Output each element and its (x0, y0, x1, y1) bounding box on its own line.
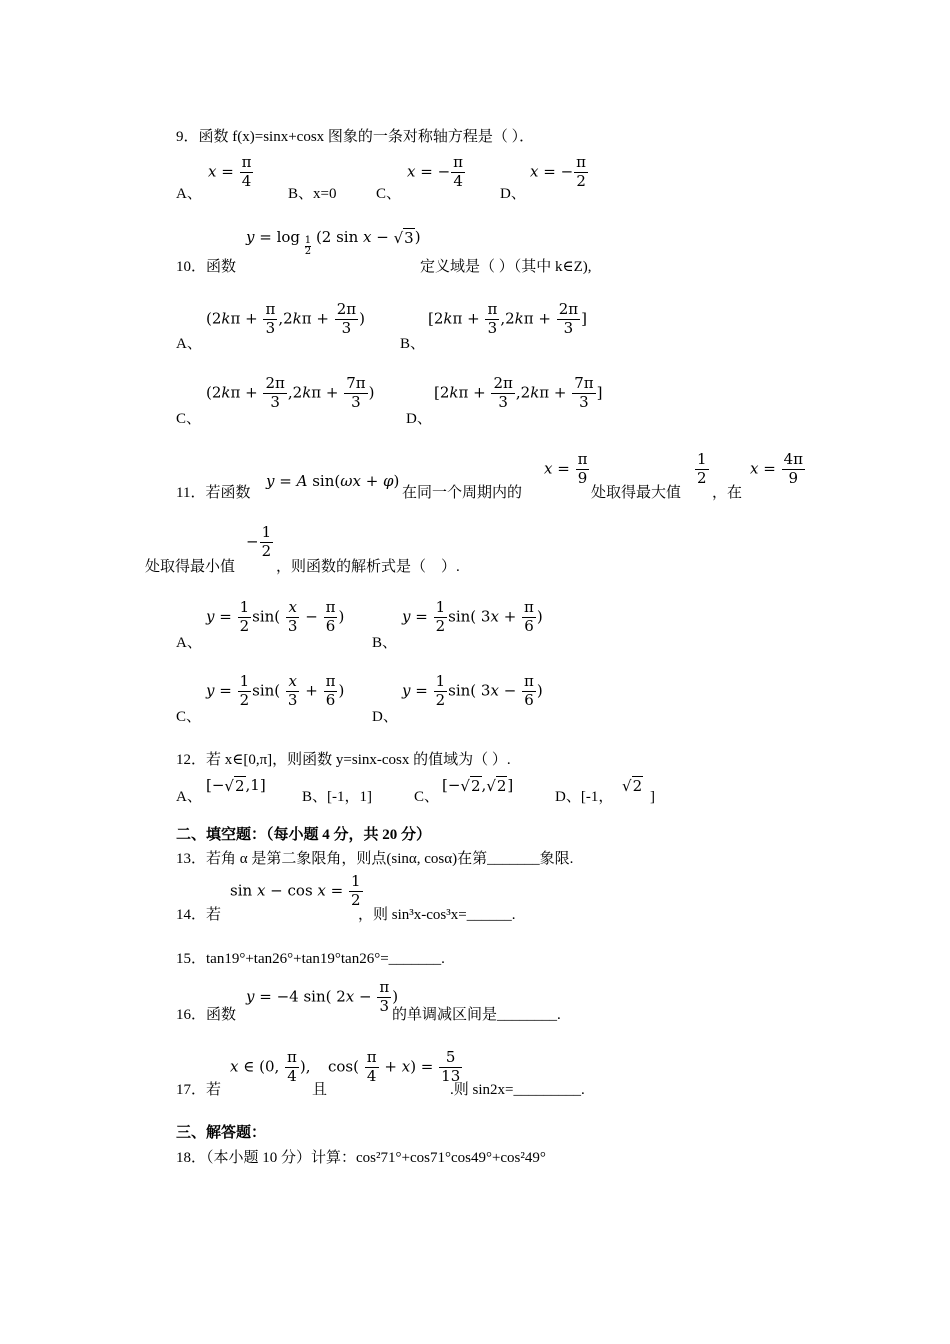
q12-option-c-label: C、 (414, 789, 440, 805)
q11-stem-mid3: ，在 (712, 485, 743, 501)
q11-option-a-label: A、 (176, 635, 202, 651)
q17-suffix: .则 sin2x=_________. (450, 1082, 585, 1098)
q12-option-d-suffix: ] (650, 789, 655, 805)
q15-stem: 15．tan19°+tan26°+tan19°tan26°=_______. (176, 951, 445, 967)
q17-formula-cos: cos( $\frac{\pi}{4}$ + x) = $\frac{5}{13}$ (328, 1048, 461, 1085)
q10-formula-d: [2kπ + $\frac{2\pi}{3}$ ,2kπ + $\frac{7\pi}{3}$ ] (434, 374, 603, 411)
q14-prefix: 14．若 (176, 907, 222, 923)
q12-option-d-prefix: D、[-1， (555, 789, 614, 805)
q11-formula-b: y = $\frac{1}{2}$ sin( 3x + $\frac{\pi}{6}$ ) (402, 598, 543, 635)
q9-stem: 9．函数 f(x)=sinx+cosx 图象的一条对称轴方程是（ ）． (176, 129, 535, 145)
q10-formula-c: (2kπ + $\frac{2\pi}{3}$ ,2kπ + $\frac{7\pi}{3}$ ) (206, 374, 375, 411)
q10-stem-prefix: 10．函数 (176, 259, 237, 275)
q10-option-b-label: B、 (400, 336, 426, 352)
q10-option-d-label: D、 (406, 411, 432, 427)
q11-option-d-label: D、 (372, 709, 398, 725)
q16-suffix: 的单调减区间是________. (392, 1007, 561, 1023)
section-fill-in-heading: 二、填空题：（每小题 4 分，共 20 分） (176, 827, 432, 843)
q9-formula-d: x = − $\frac{\pi}{2}$ (530, 153, 587, 190)
q11-function-formula: y = A sin(ωx + φ) (266, 472, 400, 490)
q17-mid: 且 (312, 1082, 328, 1098)
q11-formula-c: y = $\frac{1}{2}$ sin( $\frac{x}{3}$ + $\frac{\pi}{6}$ ) (206, 672, 345, 709)
q11-formula-max: $\frac{1}{2}$ (697, 450, 707, 487)
q11-option-b-label: B、 (372, 635, 398, 651)
q17-formula-domain: x ∈ (0, $\frac{\pi}{4}$ ), (230, 1048, 311, 1085)
section-solve-heading: 三、解答题： (176, 1125, 267, 1141)
q9-formula-a: x = $\frac{\pi}{4}$ (208, 153, 252, 190)
q11-line2-prefix: 处取得最小值 (145, 559, 236, 575)
q9-formula-c: x = − $\frac{\pi}{4}$ (407, 153, 464, 190)
q11-formula-a: y = $\frac{1}{2}$ sin( $\frac{x}{3}$ − $\frac{\pi}{6}$ ) (206, 598, 345, 635)
q9-option-a-label: A、 (176, 186, 202, 202)
q11-stem-prefix: 11．若函数 (176, 485, 251, 501)
q10-formula-b: [2kπ + $\frac{\pi}{3}$ ,2kπ + $\frac{2\pi}{3}$ ] (428, 300, 587, 337)
q10-option-a-label: A、 (176, 336, 202, 352)
q17-prefix: 17．若 (176, 1082, 222, 1098)
q11-formula-d: y = $\frac{1}{2}$ sin( 3x − $\frac{\pi}{6}$ ) (402, 672, 543, 709)
q12-option-b: B、[-1，1] (302, 789, 372, 805)
q16-prefix: 16．函数 (176, 1007, 237, 1023)
q11-formula-min: − $\frac{1}{2}$ (246, 523, 272, 560)
q12-stem: 12．若 x∈[0,π]，则函数 y=sinx-cosx 的值域为（ ）. (176, 752, 511, 768)
q11-line2-suffix: ，则函数的解析式是（ ）. (276, 559, 460, 575)
q11-stem-mid2: 处取得最大值 (591, 485, 682, 501)
q10-formula-a: (2kπ + $\frac{\pi}{3}$ ,2kπ + $\frac{2\pi}{3}$ ) (206, 300, 365, 337)
q10-function-formula: y = log $\frac{1}{2}$ (2 sin x − √3) (246, 228, 421, 257)
q12-formula-c: [−√2,√2] (442, 776, 514, 795)
q9-option-d-label: D、 (500, 186, 526, 202)
q9-option-c-label: C、 (376, 186, 402, 202)
q11-stem-mid1: 在同一个周期内的 (402, 485, 523, 501)
q16-formula: y = −4 sin( 2x − $\frac{\pi}{3}$ ) (246, 978, 399, 1015)
q11-option-c-label: C、 (176, 709, 202, 725)
q18-stem: 18．（本小题 10 分）计算：cos²71°+cos71°cos49°+cos²49° (176, 1150, 546, 1166)
q11-formula-x-min: x = $\frac{4\pi}{9}$ (750, 450, 803, 487)
q9-option-b: B、x=0 (288, 186, 337, 202)
q12-option-a-label: A、 (176, 789, 202, 805)
q11-formula-x-max: x = $\frac{\pi}{9}$ (544, 450, 588, 487)
q13-stem: 13．若角 α 是第二象限角，则点(sinα, cosα)在第_______象限. (176, 851, 574, 867)
q12-formula-d: √2 (622, 776, 643, 795)
q14-formula: sin x − cos x = $\frac{1}{2}$ (230, 872, 361, 909)
q10-stem-suffix: 定义域是（ ）（其中 k∈Z), (420, 259, 592, 275)
q10-option-c-label: C、 (176, 411, 202, 427)
q14-suffix: ，则 sin³x-cos³x=______. (358, 907, 516, 923)
q12-formula-a: [−√2,1] (206, 776, 266, 795)
